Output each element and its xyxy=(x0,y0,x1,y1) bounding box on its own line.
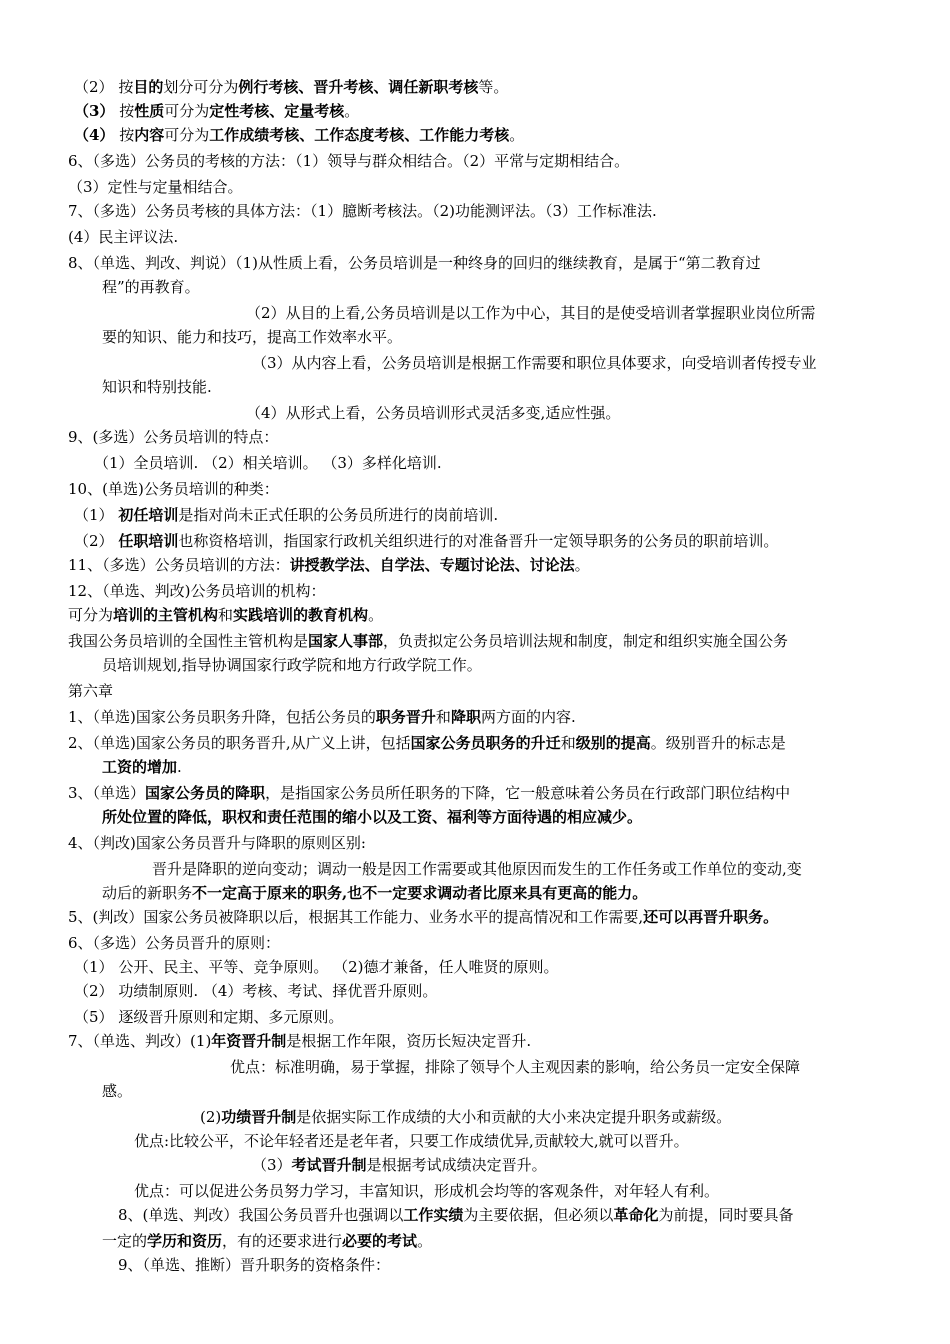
text-line xyxy=(74,980,437,1002)
text-segment: 1、（单选)国家公务员职务升降，包括公务员的 xyxy=(68,708,376,726)
bold-text-segment: 初任培训 xyxy=(118,506,179,524)
text-segment: 。 xyxy=(509,126,525,144)
text-line xyxy=(102,654,482,676)
text-segment: 。 xyxy=(417,1232,433,1250)
text-line xyxy=(230,1056,800,1078)
text-segment: 按 xyxy=(113,78,134,96)
text-segment: （1） xyxy=(74,958,114,976)
text-line xyxy=(68,554,590,576)
text-line xyxy=(68,732,786,754)
bold-text-segment: 培训的主管机构 xyxy=(113,606,219,624)
text-segment: 公开、民主、平等、竞争原则。 （2)德才兼备，任人唯贤的原则。 xyxy=(113,958,559,976)
text-line xyxy=(68,782,790,804)
text-line xyxy=(68,200,657,222)
bold-text-segment: 内容 xyxy=(134,126,165,144)
text-segment: 6、（多选）公务员晋升的原则： xyxy=(68,934,281,952)
text-segment: （1） xyxy=(74,506,114,524)
text-segment: 可分为 xyxy=(68,606,114,624)
bold-text-segment: 实践培训的教育机构 xyxy=(233,606,369,624)
text-segment: 8、(单选、判改）我国公务员晋升也强调以 xyxy=(118,1206,404,1224)
bold-text-segment: 还可以再晋升职务。 xyxy=(643,908,779,926)
bold-text-segment: 学历和资历 xyxy=(147,1232,223,1250)
text-line xyxy=(74,76,508,98)
text-segment: 和 xyxy=(218,606,234,624)
text-line xyxy=(252,352,817,374)
text-line xyxy=(102,1230,432,1252)
text-segment: （2） xyxy=(74,982,114,1000)
text-line xyxy=(68,832,366,854)
text-line xyxy=(68,580,325,602)
text-segment: 感。 xyxy=(102,1082,133,1100)
text-segment: （3）从内容上看，公务员培训是根据工作需要和职位具体要求，向受培训者传授专业 xyxy=(252,354,817,372)
bold-text-segment: 国家人事部 xyxy=(308,632,384,650)
text-line xyxy=(246,302,815,324)
text-segment: 我国公务员培训的全国性主管机构是 xyxy=(68,632,309,650)
text-segment: ，负责拟定公务员培训法规和制度，制定和组织实施全国公务 xyxy=(383,632,789,650)
text-segment: ，有的还要求进行 xyxy=(222,1232,343,1250)
text-segment: 3、（单选） xyxy=(68,784,146,802)
text-line xyxy=(74,956,558,978)
text-line xyxy=(134,1130,689,1152)
text-segment: 7、（多选）公务员考核的具体方法：（1）臆断考核法。（2)功能测评法。（3）工作标准法. xyxy=(68,202,657,220)
text-line xyxy=(68,906,778,928)
bold-text-segment: 所处位置的降低，职权和责任范围的缩小以及工资、福利等方面待遇的相应减少。 xyxy=(102,808,643,826)
bold-text-segment: 不一定高于原来的职务,也不一定要求调动者比原来具有更高的能力。 xyxy=(192,884,648,902)
bold-text-segment: 降职 xyxy=(450,708,481,726)
bold-text-segment: 国家公务员的降职 xyxy=(145,784,266,802)
text-line xyxy=(68,1030,531,1052)
text-segment: 晋升是降职的逆向变动；调动一般是因工作需要或其他原因而发生的工作任务或工作单位的变动,变 xyxy=(152,860,802,878)
text-line xyxy=(102,276,200,298)
text-segment: 7、（单选、判改）(1) xyxy=(68,1032,212,1050)
text-line xyxy=(200,1106,731,1128)
text-segment: ，是指国家公务员所任职务的下降，它一般意味着公务员在行政部门职位结构中 xyxy=(265,784,791,802)
text-segment: (2) xyxy=(200,1108,222,1126)
text-segment: 优点：可以促进公务员努力学习，丰富知识，形成机会均等的客观条件，对年轻人有利。 xyxy=(134,1182,720,1200)
text-segment: 也称资格培训，指国家行政机关组织进行的对准备晋升一定领导职务的公务员的职前培训。 xyxy=(178,532,779,550)
text-line xyxy=(68,176,243,198)
text-segment: （4）从形式上看，公务员培训形式灵活多变,适应性强。 xyxy=(246,404,621,422)
text-line xyxy=(118,1204,793,1226)
text-segment: 一定的 xyxy=(102,1232,148,1250)
text-segment: 程”的再教育。 xyxy=(102,278,200,296)
bold-text-segment: （3） xyxy=(74,102,115,120)
text-segment: 5、(判改）国家公务员被降职以后，根据其工作能力、业务水平的提高情况和工作需要, xyxy=(68,908,644,926)
bold-text-segment: 讲授教学法、自学法、专题讨论法、讨论法 xyxy=(289,556,575,574)
bold-text-segment: 工资的增加 xyxy=(102,758,178,776)
text-segment: 按 xyxy=(114,102,135,120)
bold-text-segment: 功绩晋升制 xyxy=(221,1108,297,1126)
bold-text-segment: 革命化 xyxy=(613,1206,659,1224)
bold-text-segment: 性质 xyxy=(134,102,165,120)
bold-text-segment: 例行考核、晋升考核、调任新职考核 xyxy=(238,78,479,96)
text-line xyxy=(68,680,113,702)
text-segment: . xyxy=(177,758,182,776)
text-line xyxy=(68,226,178,248)
text-line xyxy=(246,402,620,424)
text-segment: (4）民主评议法. xyxy=(68,228,179,246)
text-line xyxy=(68,706,576,728)
text-segment: 可分为 xyxy=(164,102,210,120)
text-line xyxy=(68,630,788,652)
text-segment: 是指对尚未正式任职的公务员所进行的岗前培训. xyxy=(178,506,499,524)
text-segment: 和 xyxy=(560,734,576,752)
text-line xyxy=(102,1080,132,1102)
text-line xyxy=(152,858,802,880)
text-segment: 动后的新职务 xyxy=(102,884,193,902)
text-segment: 第六章 xyxy=(68,682,114,700)
bold-text-segment: 工作成绩考核、工作态度考核、工作能力考核 xyxy=(209,126,510,144)
bold-text-segment: 目的 xyxy=(133,78,164,96)
text-segment: 是根据考试成绩决定晋升。 xyxy=(366,1156,547,1174)
text-segment: 为主要依据，但必须以 xyxy=(463,1206,614,1224)
text-segment: 。 xyxy=(344,102,360,120)
text-segment: 10、(单选)公务员培训的种类： xyxy=(68,480,279,498)
text-line xyxy=(118,1254,390,1276)
bold-text-segment: 级别的提高 xyxy=(575,734,651,752)
text-segment: 9、（单选、推断）晋升职务的资格条件： xyxy=(118,1256,391,1274)
text-segment: 4、（判改)国家公务员晋升与降职的原则区别: xyxy=(68,834,366,852)
text-segment: （2） xyxy=(74,78,114,96)
text-line xyxy=(102,882,647,904)
text-segment: 为前提，同时要具备 xyxy=(658,1206,794,1224)
text-line xyxy=(102,806,642,828)
text-segment: 逐级晋升原则和定期、多元原则。 xyxy=(113,1008,344,1026)
text-segment: 8、（单选、判改、判说）（1)从性质上看，公务员培训是一种终身的回归的继续教育，是属于“第二教育过 xyxy=(68,254,761,272)
text-line xyxy=(74,124,524,146)
text-line xyxy=(68,478,279,500)
bold-text-segment: 任职培训 xyxy=(118,532,179,550)
text-segment: 2、（单选)国家公务员的职务晋升,从广义上讲，包括 xyxy=(68,734,411,752)
text-segment: 优点:比较公平，不论年轻者还是老年者，只要工作成绩优异,贡献较大,就可以晋升。 xyxy=(134,1132,689,1150)
text-segment: 。 xyxy=(368,606,384,624)
text-segment: 。级别晋升的标志是 xyxy=(650,734,786,752)
text-line xyxy=(94,452,442,474)
text-segment: （3） xyxy=(252,1156,292,1174)
text-segment: 。 xyxy=(574,556,590,574)
text-segment: 员培训规划,指导协调国家行政学院和地方行政学院工作。 xyxy=(102,656,482,674)
text-segment: 6、（多选）公务员的考核的方法：（1）领导与群众相结合。（2）平常与定期相结合。 xyxy=(68,152,630,170)
bold-text-segment: 职务晋升 xyxy=(375,708,436,726)
bold-text-segment: 国家公务员职务的升迁 xyxy=(410,734,561,752)
text-line xyxy=(74,100,359,122)
text-segment: 是根据工作年限，资历长短决定晋升. xyxy=(286,1032,532,1050)
text-segment: （3）定性与定量相结合。 xyxy=(68,178,243,196)
text-segment: 可分为 xyxy=(164,126,210,144)
text-line xyxy=(68,604,383,626)
text-line xyxy=(102,326,402,348)
bold-text-segment: 工作实绩 xyxy=(403,1206,464,1224)
text-segment: 按 xyxy=(114,126,135,144)
text-line xyxy=(68,252,761,274)
text-segment: 9、(多选）公务员培训的特点： xyxy=(68,428,279,446)
text-segment: 两方面的内容. xyxy=(480,708,576,726)
bold-text-segment: 考试晋升制 xyxy=(291,1156,367,1174)
bold-text-segment: 必要的考试 xyxy=(342,1232,418,1250)
text-line xyxy=(102,376,212,398)
text-segment: （2） xyxy=(74,532,114,550)
text-line xyxy=(74,530,778,552)
text-line xyxy=(74,1006,343,1028)
text-line xyxy=(68,426,278,448)
text-segment: （1）全员培训. （2）相关培训。 （3）多样化培训. xyxy=(94,454,442,472)
text-line xyxy=(252,1154,547,1176)
bold-text-segment: （4） xyxy=(74,126,115,144)
text-segment: 划分可分为 xyxy=(163,78,239,96)
text-segment: 要的知识、能力和技巧，提高工作效率水平。 xyxy=(102,328,403,346)
bold-text-segment: 定性考核、定量考核 xyxy=(209,102,345,120)
text-segment: （5） xyxy=(74,1008,114,1026)
text-segment: 12、（单选、判改)公务员培训的机构： xyxy=(68,582,326,600)
text-segment: （2）从目的上看,公务员培训是以工作为中心，其目的是使受培训者掌握职业岗位所需 xyxy=(246,304,816,322)
text-line xyxy=(68,932,280,954)
text-segment: 功绩制原则. （4）考核、考试、择优晋升原则。 xyxy=(113,982,438,1000)
text-segment: 优点：标准明确，易于掌握，排除了领导个人主观因素的影响，给公务员一定安全保障 xyxy=(230,1058,801,1076)
text-segment: 等。 xyxy=(478,78,509,96)
text-line xyxy=(74,504,498,526)
text-segment: 是依据实际工作成绩的大小和贡献的大小来决定提升职务或薪级。 xyxy=(296,1108,732,1126)
text-segment: 和 xyxy=(435,708,451,726)
text-line xyxy=(102,756,182,778)
bold-text-segment: 年资晋升制 xyxy=(211,1032,287,1050)
text-line xyxy=(134,1180,719,1202)
text-segment: 知识和特别技能. xyxy=(102,378,212,396)
text-segment: 11、（多选）公务员培训的方法： xyxy=(68,556,290,574)
text-line xyxy=(68,150,629,172)
